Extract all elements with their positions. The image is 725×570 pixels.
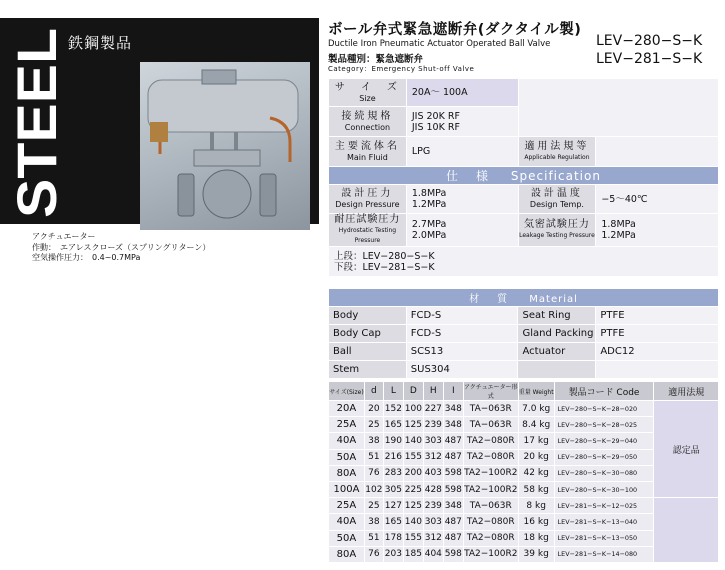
dim-cell-d: 51 — [364, 449, 383, 465]
dim-cell-w: 16 kg — [518, 514, 554, 530]
size-value: 20A～ 100A — [406, 79, 518, 107]
design-temp-value: −5～40℃ — [596, 185, 719, 214]
dim-cell-I: 487 — [443, 433, 463, 449]
dim-cell-H: 303 — [423, 433, 443, 449]
connection-value: JIS 20K RF JIS 10K RF — [406, 107, 518, 137]
dim-cell-D: 125 — [403, 498, 423, 514]
dimension-table — [328, 381, 719, 563]
design-pressure-label: 設計圧力 Design Pressure — [329, 185, 407, 214]
model-code: LEV−280−S−K — [596, 33, 703, 49]
dim-cell-I: 598 — [443, 481, 463, 497]
material-key — [518, 361, 596, 379]
leakage-pressure-value: 1.8MPa 1.2MPa — [596, 214, 719, 247]
dim-cell-code: LEV−281−S−K−14−080 — [554, 546, 654, 562]
header-I: I — [443, 382, 463, 401]
product-title-jp: ボール弁式緊急遮断弁(ダクタイル製) — [328, 22, 582, 38]
dim-cell-I: 487 — [443, 514, 463, 530]
dim-cell-size: 100A — [329, 481, 365, 497]
dim-cell-code: LEV−280−S−K−28−025 — [554, 417, 654, 433]
dim-cell-size: 50A — [329, 530, 365, 546]
dim-cell-size: 25A — [329, 498, 365, 514]
dim-cell-H: 428 — [423, 481, 443, 497]
header-d: d — [364, 382, 383, 401]
header-D: D — [403, 382, 423, 401]
dim-cell-w: 7.0 kg — [518, 401, 554, 417]
dim-cell-act: TA2−080R — [463, 433, 518, 449]
dim-cell-D: 200 — [403, 465, 423, 481]
material-key: Body — [329, 307, 407, 325]
dim-cell-H: 239 — [423, 417, 443, 433]
model-note: 上段：LEV−280−S−K 下段：LEV−281−S−K — [329, 247, 719, 277]
note-line: アクチュエーター — [32, 232, 96, 241]
dim-cell-H: 312 — [423, 530, 443, 546]
dim-cell-I: 348 — [443, 401, 463, 417]
model-code: LEV−281−S−K — [596, 51, 703, 67]
hydrostatic-pressure-label: 耐圧試験圧力 Hydrostatic Testing Pressure — [329, 214, 407, 247]
dim-cell-L: 305 — [383, 481, 403, 497]
material-key: Stem — [329, 361, 407, 379]
material-value: PTFE — [596, 307, 719, 325]
dim-cell-L: 190 — [383, 433, 403, 449]
dim-cell-act: TA2−080R — [463, 530, 518, 546]
dim-cell-D: 140 — [403, 514, 423, 530]
dim-cell-d: 38 — [364, 514, 383, 530]
dim-cell-d: 38 — [364, 433, 383, 449]
regulation-certified: 認定品 — [654, 401, 719, 498]
dim-cell-code: LEV−280−S−K−30−100 — [554, 481, 654, 497]
dim-cell-w: 39 kg — [518, 546, 554, 562]
dim-cell-d: 51 — [364, 530, 383, 546]
dim-cell-d: 76 — [364, 546, 383, 562]
regulation-blank — [654, 498, 719, 563]
actuator-notes — [32, 232, 210, 264]
dim-cell-d: 25 — [364, 417, 383, 433]
dim-cell-I: 348 — [443, 498, 463, 514]
header-L: L — [383, 382, 403, 401]
dim-cell-size: 80A — [329, 465, 365, 481]
dim-cell-H: 403 — [423, 465, 443, 481]
dim-cell-code: LEV−281−S−K−12−025 — [554, 498, 654, 514]
dim-cell-H: 312 — [423, 449, 443, 465]
dim-cell-code: LEV−280−S−K−29−050 — [554, 449, 654, 465]
regulation-value — [596, 137, 719, 167]
dim-cell-d: 102 — [364, 481, 383, 497]
material-value: PTFE — [596, 325, 719, 343]
table-row — [329, 498, 719, 514]
dim-cell-L: 203 — [383, 546, 403, 562]
leakage-pressure-label: 気密試験圧力 Leakage Testing Pressure — [518, 214, 596, 247]
dim-cell-D: 185 — [403, 546, 423, 562]
dim-cell-I: 598 — [443, 546, 463, 562]
material-value: FCD-S — [406, 325, 518, 343]
material-value — [596, 361, 719, 379]
dim-cell-act: TA−063R — [463, 417, 518, 433]
dim-cell-code: LEV−281−S−K−13−040 — [554, 514, 654, 530]
main-fluid-label: 主要流体名 Main Fluid — [329, 137, 407, 167]
header-actuator: アクチュエーター形式 — [463, 382, 518, 401]
dim-cell-act: TA2−100R2 — [463, 465, 518, 481]
product-category-jp: 製品種別：緊急遮断弁 — [328, 54, 424, 65]
product-title-en: Ductile Iron Pneumatic Actuator Operated Ball Valve — [328, 39, 551, 49]
dim-cell-L: 152 — [383, 401, 403, 417]
dim-cell-act: TA2−100R2 — [463, 481, 518, 497]
dim-cell-I: 598 — [443, 465, 463, 481]
header-H: H — [423, 382, 443, 401]
dim-cell-H: 303 — [423, 514, 443, 530]
dim-cell-D: 155 — [403, 449, 423, 465]
hydrostatic-pressure-value: 2.7MPa 2.0MPa — [406, 214, 518, 247]
valve-illustration — [140, 62, 310, 230]
steel-brand-word — [5, 24, 68, 218]
header-weight: 重量 Weight — [518, 382, 554, 401]
dim-cell-size: 25A — [329, 417, 365, 433]
dim-cell-L: 165 — [383, 417, 403, 433]
dim-cell-w: 58 kg — [518, 481, 554, 497]
spec-table — [328, 78, 719, 277]
size-label: サ イ ズ Size — [329, 79, 407, 107]
product-category-en: Category：Emergency Shut-off Valve — [328, 65, 475, 73]
steel-brand-text: STEEL — [5, 37, 68, 218]
header-size: サイズ(Size) — [329, 382, 365, 401]
dim-cell-size: 80A — [329, 546, 365, 562]
dim-cell-w: 42 kg — [518, 465, 554, 481]
design-temp-label: 設計温度 Design Temp. — [518, 185, 596, 214]
dim-cell-w: 8 kg — [518, 498, 554, 514]
dim-cell-I: 487 — [443, 449, 463, 465]
material-value: SCS13 — [406, 343, 518, 361]
dim-cell-w: 18 kg — [518, 530, 554, 546]
table-row — [329, 401, 719, 417]
material-value: SUS304 — [406, 361, 518, 379]
dim-cell-act: TA2−080R — [463, 449, 518, 465]
dim-cell-H: 404 — [423, 546, 443, 562]
material-key: Body Cap — [329, 325, 407, 343]
material-table — [328, 288, 719, 379]
blank-cell — [518, 79, 718, 137]
dim-cell-size: 40A — [329, 514, 365, 530]
note-line: 空気操作圧力： 0.4~0.7MPa — [32, 253, 141, 262]
material-value: ADC12 — [596, 343, 719, 361]
dim-cell-w: 8.4 kg — [518, 417, 554, 433]
material-key: Seat Ring — [518, 307, 596, 325]
dimension-rows — [329, 401, 719, 563]
left-column — [0, 0, 320, 570]
dim-cell-code: LEV−280−S−K−29−040 — [554, 433, 654, 449]
dim-cell-L: 283 — [383, 465, 403, 481]
dim-cell-H: 239 — [423, 498, 443, 514]
dim-cell-code: LEV−281−S−K−13−050 — [554, 530, 654, 546]
dim-cell-D: 225 — [403, 481, 423, 497]
material-band: 材質 Material — [329, 289, 719, 307]
category-label: 鉄鋼製品 — [68, 34, 133, 52]
dim-cell-act: TA2−080R — [463, 514, 518, 530]
dim-cell-D: 155 — [403, 530, 423, 546]
dim-cell-H: 227 — [423, 401, 443, 417]
dim-cell-code: LEV−280−S−K−30−080 — [554, 465, 654, 481]
dim-cell-D: 125 — [403, 417, 423, 433]
material-value: FCD-S — [406, 307, 518, 325]
regulation-label: 適用法規等 Applicable Regulation — [518, 137, 596, 167]
header-code: 製品コード Code — [554, 382, 654, 401]
dim-cell-L: 127 — [383, 498, 403, 514]
dim-cell-w: 17 kg — [518, 433, 554, 449]
dim-cell-size: 50A — [329, 449, 365, 465]
dim-cell-I: 348 — [443, 417, 463, 433]
dim-cell-d: 76 — [364, 465, 383, 481]
model-codes — [596, 32, 702, 68]
material-key: Gland Packing — [518, 325, 596, 343]
dim-cell-size: 40A — [329, 433, 365, 449]
design-pressure-value: 1.8MPa 1.2MPa — [406, 185, 518, 214]
valve-photo — [140, 62, 310, 230]
material-key: Actuator — [518, 343, 596, 361]
header-regulation: 適用法規 — [654, 382, 719, 401]
note-line: 作動： エアレスクローズ（スプリングリターン） — [32, 242, 211, 252]
dim-cell-L: 178 — [383, 530, 403, 546]
dim-cell-D: 140 — [403, 433, 423, 449]
main-fluid-value: LPG — [406, 137, 518, 167]
dim-cell-d: 20 — [364, 401, 383, 417]
dim-cell-D: 100 — [403, 401, 423, 417]
material-key: Ball — [329, 343, 407, 361]
dim-cell-size: 20A — [329, 401, 365, 417]
dim-cell-act: TA2−100R2 — [463, 546, 518, 562]
dim-cell-I: 487 — [443, 530, 463, 546]
dim-cell-code: LEV−280−S−K−28−020 — [554, 401, 654, 417]
dim-cell-d: 25 — [364, 498, 383, 514]
dim-cell-L: 165 — [383, 514, 403, 530]
dim-cell-act: TA−063R — [463, 498, 518, 514]
dim-cell-act: TA−063R — [463, 401, 518, 417]
connection-label: 接続規格 Connection — [329, 107, 407, 137]
steel-banner — [0, 18, 319, 224]
dim-cell-L: 216 — [383, 449, 403, 465]
dim-cell-w: 20 kg — [518, 449, 554, 465]
specification-band: 仕様 Specification — [329, 167, 719, 185]
